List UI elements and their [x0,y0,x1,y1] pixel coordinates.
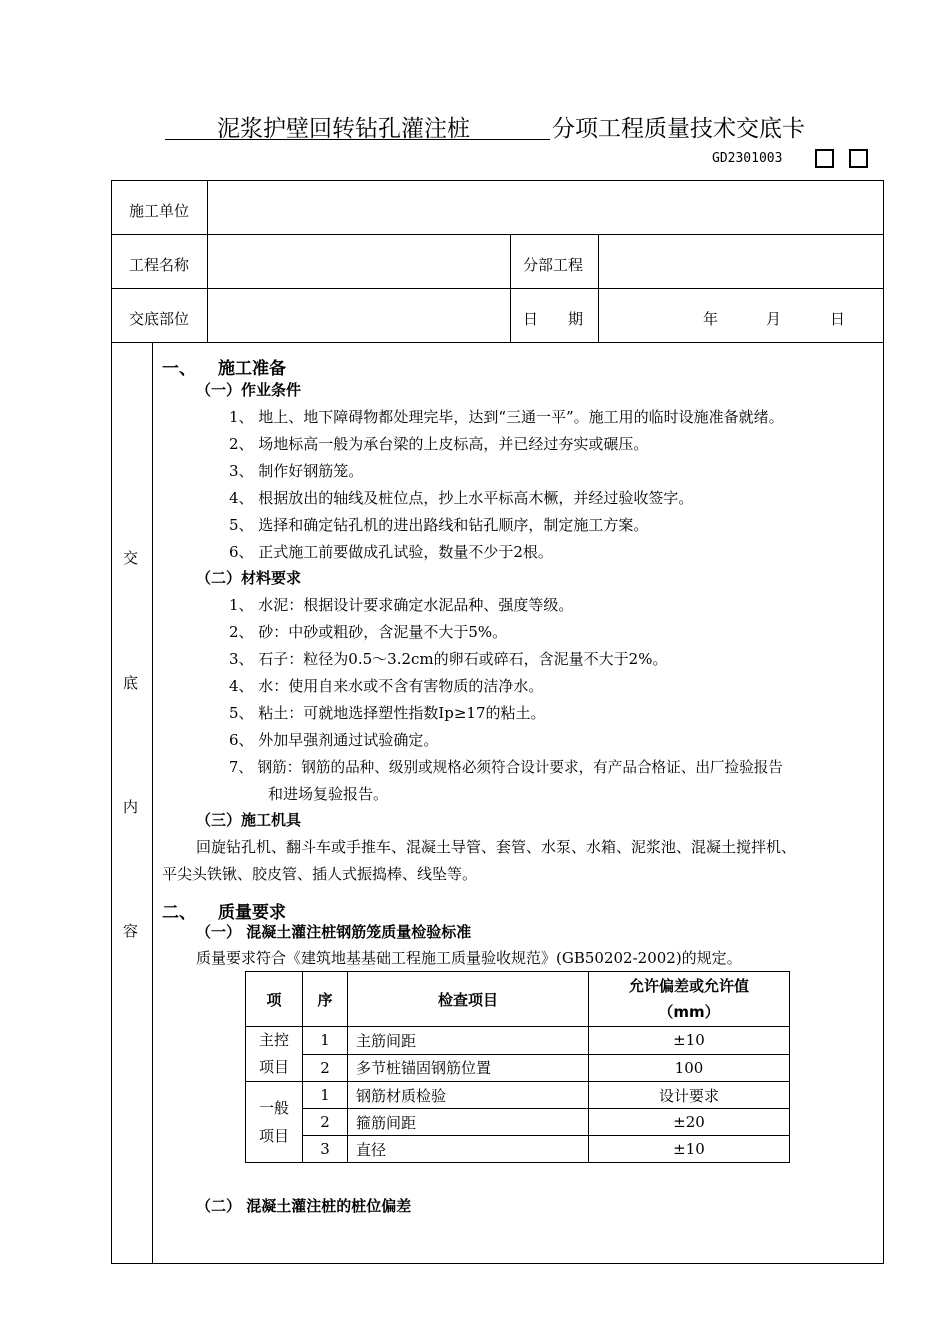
list-item: 4、 根据放出的轴线及桩位点，抄上水平标高木橛，并经过验收签字。 [229,489,694,507]
date-month: 月 [766,310,782,328]
side-label-1: 交 [123,549,139,567]
subsection-1-3: （三）施工机具 [196,811,302,829]
group-main-control [246,1027,303,1082]
paragraph: 平尖头铁锹、胶皮管、插人式振捣棒、线坠等。 [162,865,478,883]
list-item: 4、 水：使用自来水或不含有害物质的洁净水。 [229,677,544,695]
row-seq: 2 [303,1054,348,1082]
list-item: 2、 砂：中砂或粗砂，含泥量不大于5%。 [229,623,508,641]
list-item: 3、 制作好钢筋笼。 [229,462,364,480]
section-2-number: 二、 [162,903,196,923]
date-year: 年 [703,310,719,328]
list-item-continuation: 和进场复验报告。 [268,785,389,803]
title-project-name: 泥浆护壁回转钻孔灌注桩 [165,110,550,140]
list-item: 1、 地上、地下障碍物都处理完毕，达到“三通一平”。施工用的临时设施准备就绪。 [229,408,784,426]
row-seq: 2 [303,1109,348,1136]
table-row [246,1082,790,1109]
checkbox-1[interactable] [815,149,834,168]
unit-label: 施工单位 [129,202,190,220]
row-check: 主筋间距 [348,1027,589,1055]
section-1-number: 一、 [162,359,196,379]
row-check: 箍筋间距 [348,1109,589,1136]
quality-table [245,971,790,1163]
side-label-3: 内 [123,798,139,816]
paragraph: 质量要求符合《建筑地基基础工程施工质量验收规范》(GB50202-2002)的规定。 [196,949,742,967]
row-seq: 1 [303,1082,348,1109]
row-value: ±20 [589,1109,790,1136]
table-row [246,1054,790,1082]
row-seq: 1 [303,1027,348,1055]
project-name-label: 工程名称 [129,256,190,274]
checkbox-2[interactable] [849,149,868,168]
row-check: 多节桩锚固钢筋位置 [348,1054,589,1082]
row-seq: 3 [303,1136,348,1163]
row-value: ±10 [589,1027,790,1055]
group-label-line: 项目 [258,1058,289,1076]
list-item: 5、 粘土：可就地选择塑性指数Ip≥17的粘土。 [229,704,546,722]
table-header-seq: 序 [303,972,348,1027]
group-label-line: 一般 [258,1099,289,1117]
table-header-check: 检查项目 [348,972,589,1027]
table-row [246,1136,790,1163]
date-label: 日 期 [523,310,584,328]
document-code: GD2301003 [712,151,783,166]
side-label-4: 容 [123,922,139,940]
group-general [246,1082,303,1163]
subsection-1-1: （一）作业条件 [196,381,302,399]
side-label-2: 底 [123,674,139,692]
table-row [246,1027,790,1055]
row-check: 直径 [348,1136,589,1163]
table-header-tolerance-line1: 允许偏差或允许值 [628,977,749,995]
list-item: 2、 场地标高一般为承台梁的上皮标高，并已经过夯实或碾压。 [229,435,649,453]
subsection-2-2: （二） 混凝土灌注桩的桩位偏差 [196,1197,412,1215]
paragraph: 回旋钻孔机、翻斗车或手推车、混凝土导管、套管、水泵、水箱、泥浆池、混凝土搅拌机、 [196,838,797,856]
title-suffix: 分项工程质量技术交底卡 [552,116,805,142]
table-header-tolerance-line2: （mm） [658,1003,720,1021]
list-item: 3、 石子：粒径为0.5～3.2cm的卵石或碎石，含泥量不大于2%。 [229,650,668,668]
row-value: ±10 [589,1136,790,1163]
list-item: 7、 钢筋：钢筋的品种、级别或规格必须符合设计要求，有产品合格证、出厂捡验报告 [229,759,783,776]
list-item: 6、 正式施工前要做成孔试验，数量不少于2根。 [229,543,553,561]
row-value: 100 [589,1054,790,1082]
table-row [246,1109,790,1136]
row-value: 设计要求 [589,1082,790,1109]
list-item: 6、 外加早强剂通过试验确定。 [229,731,439,749]
section-2-title: 质量要求 [218,903,286,923]
section-1-title: 施工准备 [218,359,286,379]
table-header-tolerance [589,972,790,1027]
list-item: 1、 水泥：根据设计要求确定水泥品种、强度等级。 [229,596,574,614]
position-label: 交底部位 [129,310,190,328]
subsection-1-2: （二）材料要求 [196,569,302,587]
group-label-line: 主控 [258,1031,289,1049]
row-check: 钢筋材质检验 [348,1082,589,1109]
date-day: 日 [830,310,846,328]
table-header-item: 项 [246,972,303,1027]
group-label-line: 项目 [258,1127,289,1145]
list-item: 5、 选择和确定钻孔机的进出路线和钻孔顺序，制定施工方案。 [229,516,649,534]
subproject-label: 分部工程 [523,256,584,274]
subsection-2-1: （一） 混凝土灌注桩钢筋笼质量检验标准 [196,923,472,941]
